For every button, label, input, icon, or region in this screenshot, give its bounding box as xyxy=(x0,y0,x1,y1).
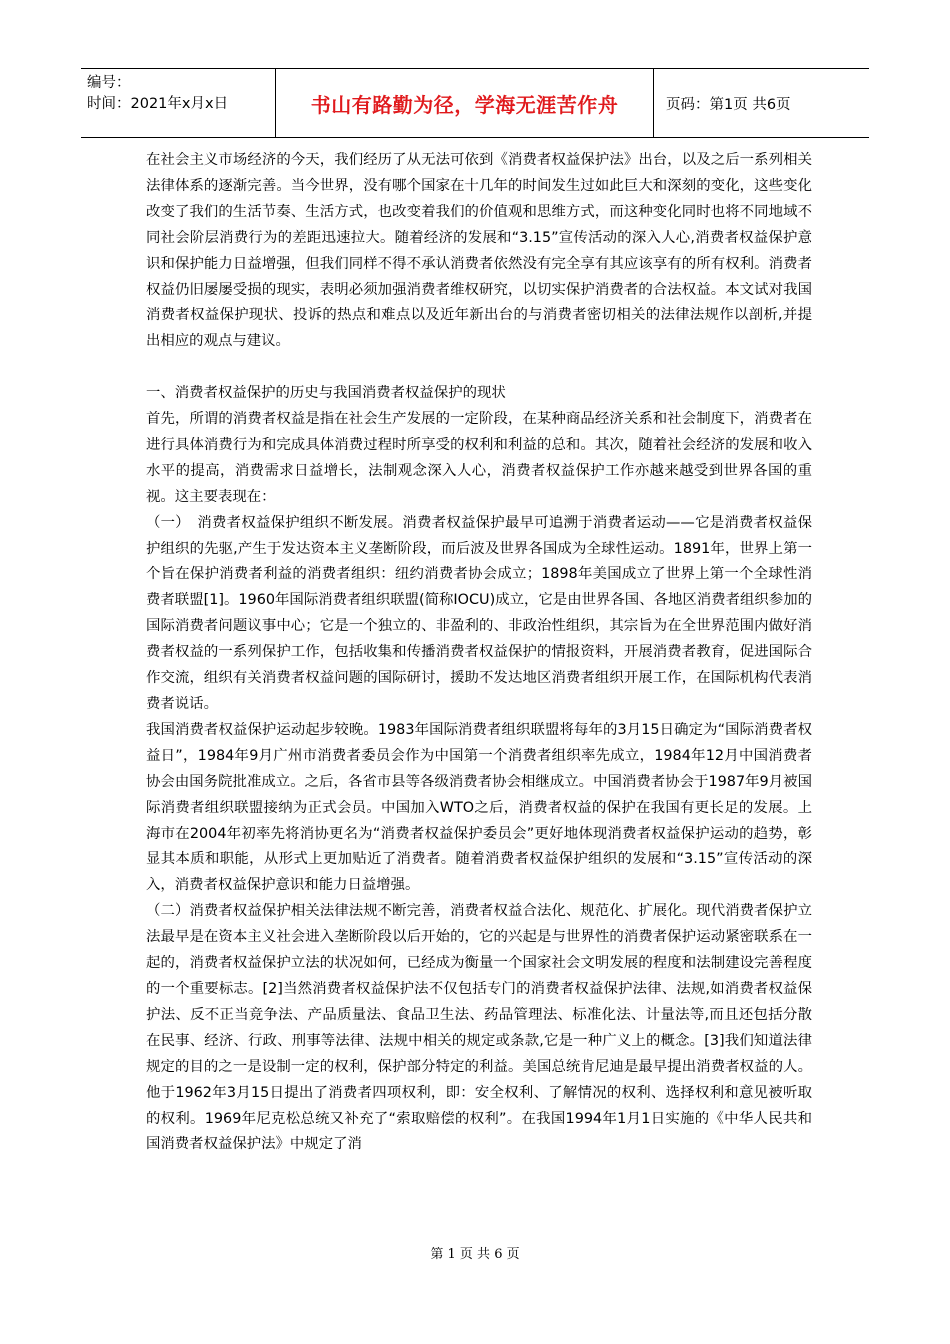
header-meta xyxy=(81,69,276,137)
document-date: 时间：2021年x月x日 xyxy=(87,96,229,112)
header-motto: 书山有路勤为径，学海无涯苦作舟 xyxy=(276,69,654,137)
intro-paragraph: 在社会主义市场经济的今天，我们经历了从无法可依到《消费者权益保护法》出台，以及之后一系列相关法律体系的逐渐完善。当今世界，没有哪个国家在十几年的时间发生过如此巨大和深刻的变化，这些变化改变了我们的生活节奏、生活方式，也改变着我们的价值观和思维方式，而这种变化同时也将不同地域不同社会阶层消费行为的差距迅速拉大。随着经济的发展和“3.15”宣传活动的深入人心,消费者权益保护意识和保护能力日益增强，但我们同样不得不承认消费者依然没有完全享有其应该享有的所有权利。消费者权益仍旧屡屡受损的现实，表明必须加强消费者维权研究，以切实保护消费者的合法权益。本文试对我国消费者权益保护现状、投诉的热点和难点以及近年新出台的与消费者密切相关的法律法规作以剖析,并提出相应的观点与建议。 xyxy=(146,152,812,350)
body-paragraph: 我国消费者权益保护运动起步较晚。1983年国际消费者组织联盟将每年的3月15日确定为“国际消费者权益日”，1984年9月广州市消费者委员会作为中国第一个消费者组织率先成立，1984年12月中国消费者协会由国务院批准成立。之后，各省市县等各级消费者协会相继成立。中国消费者协会于1987年9月被国际消费者组织联盟接纳为正式会员。中国加入WTO之后，消费者权益的保护在我国有更长足的发展。上海市在2004年初率先将消协更名为“消费者权益保护委员会”更好地体现消费者权益保护运动的趋势，彰显其本质和职能，从形式上更加贴近了消费者。随着消费者权益保护组织的发展和“3.15”宣传活动的深入，消费者权益保护意识和能力日益增强。 xyxy=(146,721,812,894)
document-body xyxy=(146,148,812,1158)
section-heading: 一、消费者权益保护的历史与我国消费者权益保护的现状 xyxy=(146,385,506,402)
body-paragraph: （二）消费者权益保护相关法律法规不断完善，消费者权益合法化、规范化、扩展化。现代消费者保护立法最早是在资本主义社会进入垄断阶段以后开始的，它的兴起是与世界性的消费者保护运动紧密联系在一起的，消费者权益保护立法的状况如何，已经成为衡量一个国家社会文明发展的程度和法制建设完善程度的一个重要标志。[2]当然消费者权益保护法不仅包括专门的消费者权益保护法律、法规,如消费者权益保护法、反不正当竞争法、产品质量法、食品卫生法、药品管理法、标准化法、计量法等,而且还包括分散在民事、经济、行政、刑事等法律、法规中相关的规定或条款,它是一种广义上的概念。[3]我们知道法律规定的目的之一是设制一定的权利，保护部分特定的利益。美国总统肯尼迪是最早提出消费者权益的人。他于1962年3月15日提出了消费者四项权利，即：安全权利、了解情况的权利、选择权利和意见被听取的权利。1969年尼克松总统又补充了“索取赔偿的权利”。在我国1994年1月1日实施的《中华人民共和国消费者权益保护法》中规定了消 xyxy=(146,903,812,1153)
header-page-number: 页码：第1页 共6页 xyxy=(666,96,791,113)
page-footer: 第 1 页 共 6 页 xyxy=(430,1247,520,1262)
document-number: 编号： xyxy=(87,75,131,91)
body-paragraph: （一） 消费者权益保护组织不断发展。消费者权益保护最早可追溯于消费者运动——它是消费者权益保护组织的先驱,产生于发达资本主义垄断阶段，而后波及世界各国成为全球性运动。1891年，世界上第一个旨在保护消费者利益的消费者组织：纽约消费者协会成立；1898年美国成立了世界上第一个全球性消费者联盟[1]。1960年国际消费者组织联盟(简称IOCU)成立，它是由世界各国、各地区消费者组织参加的国际消费者问题议事中心；它是一个独立的、非盈利的、非政治性组织，其宗旨为在全世界范围内做好消费者权益的一系列保护工作，包括收集和传播消费者权益保护的情报资料，开展消费者教育，促进国际合作交流，组织有关消费者权益问题的国际研讨，援助不发达地区消费者组织开展工作，在国际机构代表消费者说话。 xyxy=(146,514,812,713)
page-header xyxy=(81,68,869,138)
blank-line xyxy=(146,355,812,381)
body-paragraph: 首先，所谓的消费者权益是指在社会生产发展的一定阶段，在某种商品经济关系和社会制度下，消费者在进行具体消费行为和完成具体消费过程时所享受的权利和利益的总和。其次，随着社会经济的发展和收入水平的提高，消费需求日益增长，法制观念深入人心，消费者权益保护工作亦越来越受到世界各国的重视。这主要表现在： xyxy=(146,411,812,505)
